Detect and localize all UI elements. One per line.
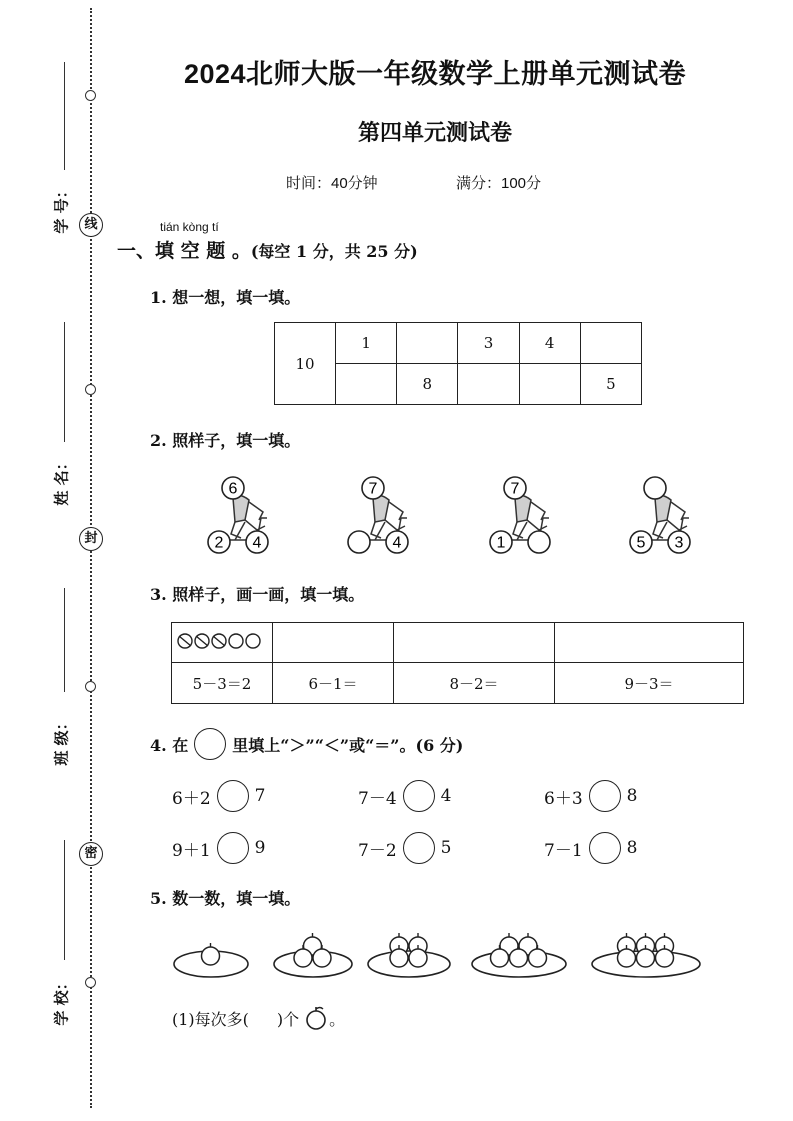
section-heading (117, 236, 418, 263)
table-cell: 3 (458, 323, 519, 364)
rider-front-wheel-number-circle[interactable] (528, 531, 550, 553)
rider-head-number: 6 (228, 480, 238, 498)
compare-item (172, 832, 265, 864)
seal-xian: 线 (79, 213, 103, 237)
question-4-label-post: 里填上“＞”“＜”或“＝”。(6 分) (232, 735, 464, 755)
table-cell: 8 (397, 364, 458, 405)
rider-figure (487, 470, 607, 560)
page-title: 2024北师大版一年级数学上册单元测试卷 (183, 59, 687, 89)
table-cell-blank[interactable] (397, 323, 458, 364)
class-label: 班 级： (52, 715, 71, 766)
time-limit: 时间：40分钟 (286, 175, 378, 192)
question-4-label-pre: 4. 在 (150, 735, 189, 755)
compare-right: 5 (440, 838, 452, 858)
question-2-label: 2. 照样子，填一填。 (150, 431, 301, 450)
table-cell: 1 (336, 323, 397, 364)
number-split-table (274, 322, 642, 405)
rider-figure (205, 470, 325, 560)
compare-item (544, 832, 637, 864)
sub1-text-end: 。 (329, 1009, 346, 1029)
table-cell-blank[interactable] (336, 364, 397, 405)
equation-cell[interactable]: 9－3＝ (555, 663, 744, 704)
rider-back-wheel-number: 2 (214, 534, 224, 552)
example-drawing-cell (172, 623, 273, 663)
table-cell: 5 (580, 364, 641, 405)
equation-cell[interactable]: 8－2＝ (394, 663, 555, 704)
circle-symbol-icon (194, 728, 226, 760)
compare-left: 7－4 (358, 788, 397, 809)
compare-left: 7－2 (358, 840, 397, 861)
compare-left: 7－1 (544, 840, 583, 861)
apple-plate (172, 926, 250, 982)
seal-mi: 密 (79, 842, 103, 866)
table-cell: 4 (519, 323, 580, 364)
compare-left: 6＋3 (544, 788, 583, 809)
compare-answer-circle[interactable] (217, 832, 249, 864)
compare-item (358, 780, 451, 812)
apple-icon (303, 1006, 329, 1030)
section-pinyin: tián kòng tí (160, 220, 219, 234)
drawing-blank-cell[interactable] (394, 623, 555, 663)
compare-item (358, 832, 451, 864)
rider-head-number: 7 (510, 480, 520, 498)
rider-front-wheel-number: 4 (252, 534, 262, 552)
equation-cell[interactable]: 6－1＝ (273, 663, 394, 704)
school-blank[interactable] (64, 840, 65, 960)
rider-figure (627, 470, 747, 560)
compare-right: 9 (254, 838, 266, 858)
table-head-cell: 10 (275, 323, 336, 405)
compare-answer-circle[interactable] (217, 780, 249, 812)
compare-answer-circle[interactable] (403, 780, 435, 812)
rider-back-wheel-number-circle[interactable] (348, 531, 370, 553)
compare-answer-circle[interactable] (589, 832, 621, 864)
student-id-blank[interactable] (64, 62, 65, 170)
compare-left: 9＋1 (172, 840, 211, 861)
drawing-blank-cell[interactable] (273, 623, 394, 663)
rider-figure (345, 470, 465, 560)
seal-feng: 封 (79, 527, 103, 551)
apple-plate (470, 926, 568, 982)
sub1-text-pre: (1)每次多( (172, 1009, 249, 1029)
compare-right: 4 (440, 786, 452, 806)
section-score-note: (每空 1 分，共 25 分) (250, 242, 418, 261)
page-subtitle: 第四单元测试卷 (357, 120, 512, 145)
question-1-label: 1. 想一想，填一填。 (150, 288, 301, 307)
rider-back-wheel-number: 1 (496, 534, 506, 552)
question-3-label: 3. 照样子，画一画，填一填。 (150, 585, 365, 604)
compare-item (172, 780, 265, 812)
table-cell-blank[interactable] (580, 323, 641, 364)
compare-left: 6＋2 (172, 788, 211, 809)
question-5-label: 5. 数一数，填一填。 (150, 889, 301, 908)
binding-ring (85, 384, 96, 395)
drawing-blank-cell[interactable] (555, 623, 744, 663)
compare-right: 8 (626, 838, 638, 858)
rider-back-wheel-number: 5 (636, 534, 646, 552)
sub1-text-post: )个 (276, 1009, 300, 1029)
binding-ring (85, 977, 96, 988)
equation-cell: 5－3＝2 (172, 663, 273, 704)
apple-plate (366, 926, 452, 982)
table-cell-blank[interactable] (519, 364, 580, 405)
school-label: 学 校： (52, 975, 71, 1026)
question-4-label (150, 728, 463, 760)
table-cell-blank[interactable] (458, 364, 519, 405)
rider-front-wheel-number: 4 (392, 534, 402, 552)
class-blank[interactable] (64, 588, 65, 692)
circles-example-icon (174, 628, 270, 654)
name-blank[interactable] (64, 322, 65, 442)
draw-fill-table (171, 622, 744, 704)
section-title: 一、填 空 题 。 (117, 240, 251, 262)
rider-front-wheel-number: 3 (674, 534, 684, 552)
full-score: 满分：100分 (456, 175, 542, 192)
compare-right: 8 (626, 786, 638, 806)
question-5-sub1 (172, 1006, 345, 1030)
rider-head-number-circle[interactable] (644, 477, 666, 499)
apple-plate (590, 926, 702, 982)
compare-right: 7 (254, 786, 266, 806)
compare-answer-circle[interactable] (403, 832, 435, 864)
student-id-label: 学 号： (52, 183, 71, 234)
apple-icon (202, 943, 220, 965)
binding-ring (85, 681, 96, 692)
binding-ring (85, 90, 96, 101)
apple-plate (272, 926, 354, 982)
name-label: 姓 名： (52, 455, 71, 506)
compare-answer-circle[interactable] (589, 780, 621, 812)
rider-head-number: 7 (368, 480, 378, 498)
binding-dotted-line (90, 8, 92, 1108)
compare-item (544, 780, 637, 812)
